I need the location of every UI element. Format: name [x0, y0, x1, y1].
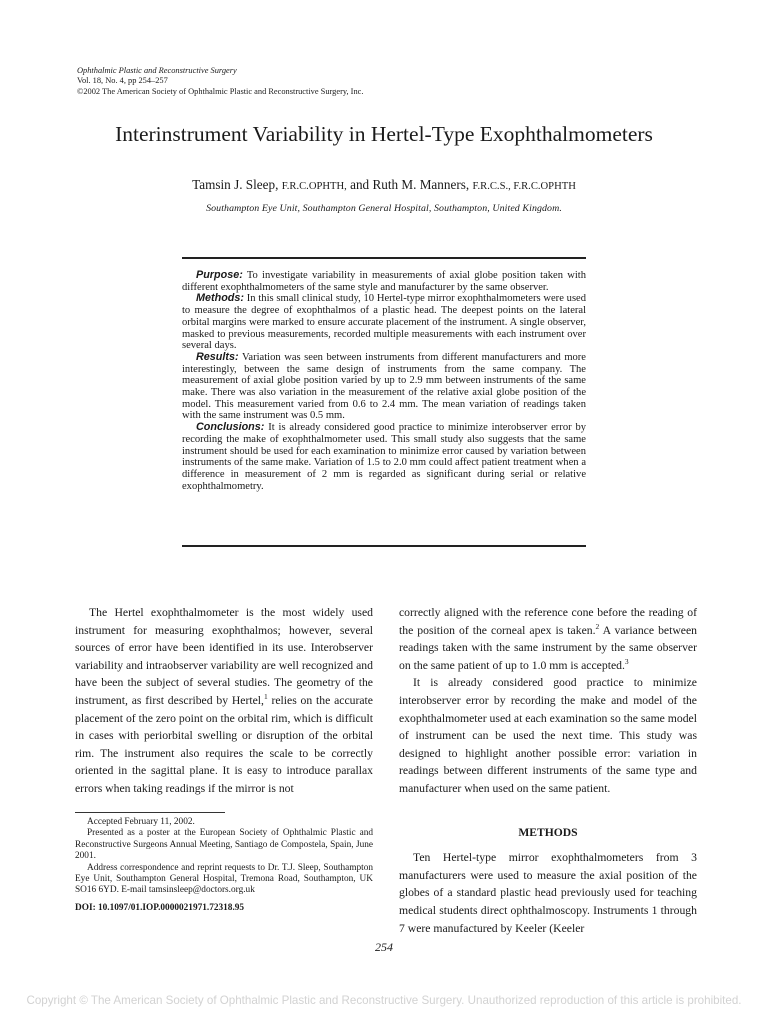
intro-cont-text-b: A variance between readings taken with the same instrument by the same observer on the same patient of up to 1.0 mm is accepted.: [399, 623, 698, 672]
purpose-label: Purpose:: [196, 269, 243, 281]
body-column-right: [399, 604, 697, 937]
footnote-doi: DOI: 10.1097/01.IOP.0000021971.72318.95: [75, 902, 245, 913]
intro-text-a: The Hertel exophthalmometer is the most widely used instrument for measuring exophthalmos; however, several sources of error have been identified in its use. Interobserver variability and intraobserver variability are well recognized and have been the subject of several studies. The geometry of the instrument, as first described by Hertel,: [75, 606, 373, 707]
author-affiliation: Southampton Eye Unit, Southampton General Hospital, Southampton, United Kingdom.: [206, 203, 562, 214]
results-label: Results:: [196, 350, 239, 363]
journal-name: Ophthalmic Plastic and Reconstructive Surgery: [77, 66, 237, 75]
journal-volume: Vol. 18, No. 4, pp 254–257: [77, 76, 168, 86]
abstract-bottom-rule: [182, 545, 586, 547]
methods-label: Methods:: [196, 292, 244, 305]
article-title: Interinstrument Variability in Hertel-Type Exophthalmometers: [115, 122, 653, 146]
author-1-credentials: F.R.C.OPHTH,: [281, 181, 347, 192]
author-2-name: Ruth M. Manners,: [372, 177, 470, 192]
methods-text: In this small clinical study, 10 Hertel-type mirror exophthalmometers were used to measure the degree of exophthalmos of a plastic head. The deepest points on the lateral orbital margins were marked to ensure accurate placement of the instrument. A single observer, masked to previous measurements, recorded multiple measurements with each instrument over several days.: [182, 293, 587, 352]
journal-copyright: ©2002 The American Society of Ophthalmic Plastic and Reconstructive Surgery, Inc.: [77, 86, 364, 96]
reference-1: 1: [263, 692, 268, 702]
footnote-accepted: Accepted February 11, 2002.: [87, 817, 195, 827]
results-text: Variation was seen between instruments from different manufacturers and more interestingly, between the same design of instruments from the same company. The measurement of axial globe position varied by up to 2.9 mm between instruments of the same make. There was also variation in the measurement of the relative axial globe position of the model. This measurement varied from 0.6 to 2.4 mm. The mean variation of readings taken with the same instrument was 0.5 mm.: [182, 351, 586, 422]
intro-paragraph-1: [75, 604, 373, 798]
abstract: [182, 270, 586, 492]
footnote-presented: Presented as a poster at the European Society of Ophthalmic Plastic and Reconstructive Surgeons Annual Meeting, Santiago de Compostela, Spain, June 2001.: [75, 828, 373, 862]
intro-paragraph-1-continued: [399, 604, 697, 674]
author-conjunction: and: [350, 177, 370, 192]
journal-header: [77, 66, 363, 97]
author-1-name: Tamsin J. Sleep,: [192, 177, 279, 192]
copyright-watermark: Copyright © The American Society of Ophthalmic Plastic and Reconstructive Surgery. Unauthorized reproduction of this article is prohibited.: [26, 994, 742, 1007]
reference-2: 2: [595, 621, 600, 631]
intro-text-b: relies on the accurate placement of the zero point on the orbital rim, which is difficult in cases with periorbital swelling or disruption of the orbital rim. The instrument also requires the scale to be correctly oriented in the sagittal plane. It is easy to introduce parallax errors when taking readings if the mirror is not: [75, 693, 373, 795]
body-column-left: [75, 604, 373, 798]
footnote-rule: [75, 812, 225, 813]
methods-heading: METHODS: [518, 825, 578, 839]
abstract-purpose: [182, 270, 586, 293]
intro-paragraph-2: It is already considered good practice to minimize interobserver error by recording the make and model of the exophthalmometer used at each examination so the same model of instrument can be used the next time. This study was designed to highlight another possible error: variation in readings between different instruments of the same type and manufacturer when used on the same patient.: [399, 676, 697, 795]
abstract-methods: [182, 293, 586, 352]
abstract-top-rule: [182, 257, 586, 259]
page-number: 254: [375, 940, 393, 954]
abstract-conclusions: [182, 422, 586, 492]
intro-cont-text-a: correctly aligned with the reference cone before the reading of the position of the corneal apex is taken.: [399, 606, 697, 637]
conclusions-text: It is already considered good practice to minimize interobserver error by recording the make of exophthalmometer used. This small study also suggests that the same instrument should be used for each examination to minimize error caused by variation between instruments of the same make. Variation of 1.5 to 2.0 mm could affect patient treatment when a difference in measurement of 2 mm is regarded as significant during serial or relative exophthalmometry.: [182, 422, 586, 492]
footnote-address: Address correspondence and reprint requests to Dr. T.J. Sleep, Southampton Eye Unit, Southampton General Hospital, Tremona Road, Southampton, UK SO16 6YD. E-mail tamsinsleep@doctors.org.uk: [75, 862, 373, 896]
author-2-credentials: F.R.C.S., F.R.C.OPHTH: [472, 181, 576, 192]
abstract-results: [182, 352, 586, 422]
reference-3: 3: [624, 656, 629, 666]
conclusions-label: Conclusions:: [196, 421, 265, 434]
footnotes: [75, 817, 373, 914]
author-line: [0, 176, 768, 196]
purpose-text: To investigate variability in measurements of axial globe position taken with different exophthalmometers of the same style and manufacturer by the same observer.: [182, 270, 586, 293]
methods-paragraph-1: Ten Hertel-type mirror exophthalmometers from 3 manufacturers were used to measure the axial position of the globes of a standard plastic head previously used for teaching medical students direct ophthalmoscopy. Instruments 1 through 7 were manufactured by Keeler (Keeler: [399, 851, 697, 935]
